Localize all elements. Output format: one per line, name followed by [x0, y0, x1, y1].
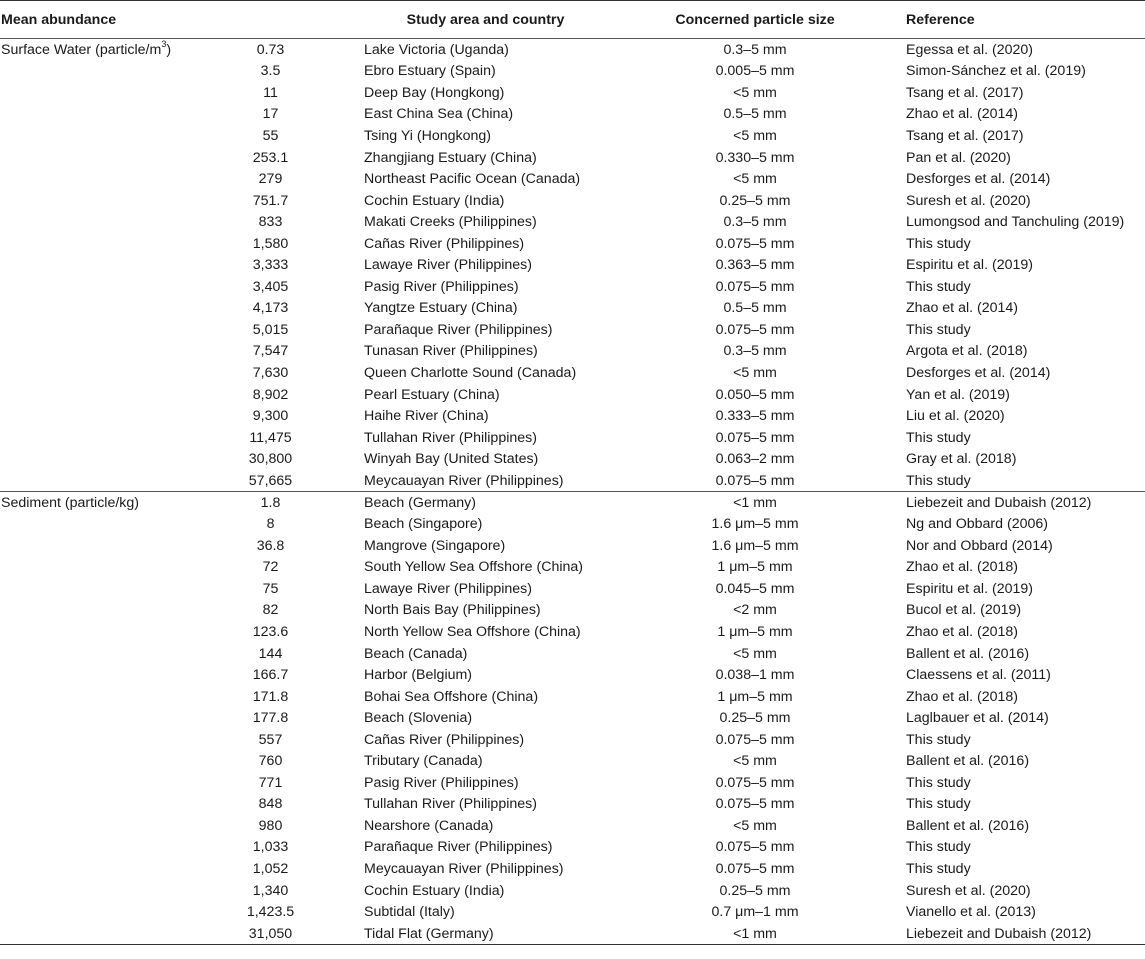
group-label-cell	[0, 535, 183, 557]
study-area-cell: Haihe River (China)	[364, 408, 489, 425]
group-label-cell	[0, 772, 183, 794]
study-area-cell: Tsing Yi (Hongkong)	[364, 127, 491, 144]
reference-cell: Espiritu et al. (2019)	[906, 580, 1033, 597]
group-label-cell	[0, 384, 183, 406]
abundance-cell: 253.1	[252, 149, 289, 166]
table-row	[0, 276, 1145, 298]
reference-cell: Zhao et al. (2018)	[906, 559, 1019, 576]
study-area-cell: Makati Creeks (Philippines)	[364, 214, 537, 231]
table-row	[0, 837, 1145, 859]
group-label-cell	[0, 233, 183, 255]
study-area-cell: North Yellow Sea Offshore (China)	[364, 623, 581, 640]
particle-size-cell: <5 mm	[733, 645, 777, 662]
group-label-cell	[0, 427, 183, 449]
table-row	[0, 104, 1145, 126]
abundance-cell: 3,333	[252, 257, 289, 274]
abundance-cell: 771	[258, 774, 283, 791]
abundance-cell: 980	[258, 817, 283, 834]
abundance-cell: 5,015	[252, 321, 289, 338]
particle-size-cell: 0.330–5 mm	[715, 149, 795, 166]
group-label-cell	[0, 362, 183, 384]
table-row	[0, 923, 1145, 945]
group-label-cell	[0, 298, 183, 320]
reference-cell: Bucol et al. (2019)	[906, 602, 1022, 619]
reference-cell: This study	[906, 861, 971, 877]
abundance-cell: 7,547	[252, 343, 289, 360]
abundance-cell: 123.6	[252, 623, 289, 640]
abundance-cell: 1,580	[252, 235, 289, 252]
table-row	[0, 492, 1145, 514]
particle-size-cell: 0.005–5 mm	[715, 63, 795, 80]
particle-size-cell: 0.25–5 mm	[719, 882, 791, 899]
abundance-cell: 57,665	[248, 472, 293, 489]
particle-size-cell: 0.045–5 mm	[715, 580, 795, 597]
group-label-cell	[0, 405, 183, 427]
study-area-cell: Harbor (Belgium)	[364, 667, 473, 684]
reference-cell: Suresh et al. (2020)	[906, 192, 1031, 209]
reference-cell: This study	[906, 235, 971, 252]
table-row	[0, 82, 1145, 104]
abundance-cell: 9,300	[252, 408, 289, 425]
abundance-cell: 557	[258, 731, 283, 748]
table-row	[0, 470, 1145, 492]
reference-cell: Pan et al. (2020)	[906, 149, 1011, 166]
reference-cell: This study	[906, 774, 971, 791]
reference-cell: This study	[906, 839, 971, 856]
study-area-cell: Tullahan River (Philippines)	[364, 796, 537, 813]
study-area-cell: Bohai Sea Offshore (China)	[364, 688, 539, 705]
table-row	[0, 557, 1145, 579]
group-label-cell	[0, 729, 183, 751]
study-area-cell: Cochin Estuary (India)	[364, 192, 505, 209]
reference-cell: This study	[906, 796, 971, 813]
reference-cell: This study	[906, 472, 971, 489]
group-label-cell	[0, 880, 183, 902]
abundance-cell: 82	[262, 602, 279, 619]
group-label-cell	[0, 168, 183, 190]
reference-cell: This study	[906, 731, 971, 748]
reference-cell: Tsang et al. (2017)	[906, 127, 1024, 144]
abundance-cell: 1,052	[252, 861, 289, 877]
header-reference: Reference	[899, 1, 1145, 39]
particle-size-cell: 0.075–5 mm	[715, 774, 795, 791]
group-label-cell	[0, 837, 183, 859]
study-area-cell: Tidal Flat (Germany)	[360, 923, 611, 945]
group-label-close: )	[166, 41, 172, 58]
abundance-cell: 751.7	[252, 192, 289, 209]
table-row	[0, 427, 1145, 449]
study-area-cell: Tullahan River (Philippines)	[364, 429, 537, 446]
reference-cell: Zhao et al. (2014)	[906, 300, 1019, 317]
reference-cell: Ballent et al. (2016)	[906, 753, 1030, 770]
particle-size-cell: 0.075–5 mm	[715, 839, 795, 856]
particle-size-cell: <5 mm	[733, 171, 777, 188]
particle-size-cell: 0.3–5 mm	[723, 343, 787, 360]
abundance-cell: 17	[262, 106, 279, 123]
reference-cell: Lumongsod and Tanchuling (2019)	[906, 214, 1125, 231]
group-label-cell	[0, 448, 183, 470]
particle-size-cell: 0.075–5 mm	[715, 429, 795, 446]
study-area-cell: Northeast Pacific Ocean (Canada)	[364, 171, 581, 188]
particle-size-cell: <5 mm	[733, 84, 777, 101]
study-area-cell: East China Sea (China)	[364, 106, 514, 123]
table-row	[0, 664, 1145, 686]
abundance-cell: 171.8	[252, 688, 289, 705]
group-label-cell	[0, 600, 183, 622]
reference-cell: Liebezeit and Dubaish (2012)	[899, 492, 1145, 514]
reference-cell: Zhao et al. (2018)	[906, 688, 1019, 705]
group-label-cell	[0, 254, 183, 276]
group-label-cell	[0, 319, 183, 341]
particle-size-cell: 1 μm–5 mm	[717, 623, 793, 640]
table-row	[0, 341, 1145, 363]
group-label-superscript: 3	[161, 38, 167, 49]
study-area-cell: Ebro Estuary (Spain)	[364, 63, 496, 80]
study-area-cell: Tunasan River (Philippines)	[364, 343, 538, 360]
group-label-cell	[0, 147, 183, 169]
study-area-cell: Zhangjiang Estuary (China)	[364, 149, 537, 166]
reference-cell: Zhao et al. (2014)	[906, 106, 1019, 123]
particle-size-cell: <5 mm	[733, 753, 777, 770]
abundance-cell: 760	[258, 753, 283, 770]
table-row	[0, 643, 1145, 665]
study-area-cell: Yangtze Estuary (China)	[364, 300, 518, 317]
reference-cell: Zhao et al. (2018)	[906, 623, 1019, 640]
particle-size-cell: 0.363–5 mm	[715, 257, 795, 274]
abundance-cell: 30,800	[248, 451, 293, 468]
group-label-cell	[0, 61, 183, 83]
group-label-cell	[0, 643, 183, 665]
study-area-cell: South Yellow Sea Offshore (China)	[364, 559, 584, 576]
group-label-cell	[0, 341, 183, 363]
particle-size-cell: 0.3–5 mm	[723, 214, 787, 231]
abundance-cell: 166.7	[252, 667, 289, 684]
particle-size-cell: <1 mm	[611, 923, 899, 945]
study-area-cell: Winyah Bay (United States)	[364, 451, 539, 468]
abundance-cell: 3.5	[260, 63, 281, 80]
group-label-cell	[0, 707, 183, 729]
reference-cell: Ng and Obbard (2006)	[906, 516, 1048, 533]
table-row	[0, 707, 1145, 729]
particle-size-cell: 0.075–5 mm	[715, 235, 795, 252]
reference-cell: Espiritu et al. (2019)	[906, 257, 1033, 274]
table-row	[0, 147, 1145, 169]
group-label-cell	[0, 82, 183, 104]
group-label-sediment: Sediment (particle/kg)	[0, 492, 183, 514]
particle-size-cell: <5 mm	[733, 364, 777, 381]
study-area-cell: Queen Charlotte Sound (Canada)	[364, 364, 577, 381]
group-label-cell	[0, 858, 183, 880]
abundance-cell: 4,173	[252, 300, 289, 317]
reference-cell: This study	[906, 429, 971, 446]
study-area-cell: Parañaque River (Philippines)	[364, 321, 553, 338]
group-label-cell	[0, 190, 183, 212]
particle-size-cell: <5 mm	[733, 127, 777, 144]
group-label-cell	[0, 513, 183, 535]
table-row	[0, 729, 1145, 751]
table-row	[0, 298, 1145, 320]
abundance-cell: 1,033	[252, 839, 289, 856]
reference-cell: Ballent et al. (2016)	[906, 645, 1030, 662]
group-label-cell	[0, 751, 183, 773]
study-area-cell: Pasig River (Philippines)	[364, 774, 519, 791]
group-label-cell	[0, 901, 183, 923]
group-label-cell	[0, 276, 183, 298]
study-area-cell: Tributary (Canada)	[364, 753, 483, 770]
study-area-cell: Nearshore (Canada)	[364, 817, 494, 834]
study-area-cell: Meycauayan River (Philippines)	[364, 861, 564, 877]
table-body	[0, 39, 1145, 945]
table-row	[0, 880, 1145, 902]
group-label-surface-water	[0, 39, 183, 61]
reference-cell: Claessens et al. (2011)	[906, 667, 1051, 684]
table-row	[0, 405, 1145, 427]
group-label-cell	[0, 557, 183, 579]
group-label-cell	[0, 923, 183, 945]
reference-cell: This study	[906, 278, 971, 295]
reference-cell: Yan et al. (2019)	[906, 386, 1010, 403]
table-row	[0, 513, 1145, 535]
table-row	[0, 815, 1145, 837]
abundance-cell: 7,630	[252, 364, 289, 381]
particle-size-cell: <1 mm	[611, 492, 899, 514]
study-area-cell: Cañas River (Philippines)	[364, 235, 525, 252]
reference-cell: Nor and Obbard (2014)	[906, 537, 1053, 554]
abundance-cell: 8,902	[252, 386, 289, 403]
table-row	[0, 190, 1145, 212]
table-row	[0, 384, 1145, 406]
particle-size-cell: 1 μm–5 mm	[717, 559, 793, 576]
table-row	[0, 448, 1145, 470]
abundance-cell: 3,405	[252, 278, 289, 295]
table-row	[0, 168, 1145, 190]
table-row	[0, 901, 1145, 923]
particle-size-cell: 0.075–5 mm	[715, 796, 795, 813]
study-area-cell: Lake Victoria (Uganda)	[364, 41, 509, 58]
particle-size-cell: 0.5–5 mm	[723, 300, 787, 317]
study-area-cell: Pasig River (Philippines)	[364, 278, 519, 295]
particle-size-cell: 0.075–5 mm	[715, 321, 795, 338]
abundance-cell: 36.8	[256, 537, 285, 554]
particle-size-cell: 0.7 μm–1 mm	[711, 904, 799, 921]
group-label-cell	[0, 815, 183, 837]
reference-cell: Ballent et al. (2016)	[906, 817, 1030, 834]
particle-size-cell: 1 μm–5 mm	[717, 688, 793, 705]
group-label-cell	[0, 104, 183, 126]
table-row	[0, 751, 1145, 773]
abundance-cell: 11	[263, 84, 278, 101]
abundance-cell: 1,340	[252, 882, 289, 899]
study-area-cell: Beach (Germany)	[360, 492, 611, 514]
particle-size-cell: 0.5–5 mm	[723, 106, 787, 123]
reference-cell: This study	[906, 321, 971, 338]
particle-size-cell: 0.3–5 mm	[723, 41, 787, 58]
abundance-cell: 279	[258, 171, 283, 188]
study-area-cell: Beach (Singapore)	[364, 516, 483, 533]
study-area-cell: Parañaque River (Philippines)	[364, 839, 553, 856]
particle-size-cell: 1.6 μm–5 mm	[711, 516, 799, 533]
reference-cell: Desforges et al. (2014)	[906, 171, 1051, 188]
abundance-cell: 1,423.5	[246, 904, 295, 921]
group-label-cell	[0, 794, 183, 816]
table-row	[0, 211, 1145, 233]
particle-size-cell: 0.075–5 mm	[715, 861, 795, 877]
table-row	[0, 772, 1145, 794]
abundance-cell: 848	[258, 796, 283, 813]
reference-cell: Egessa et al. (2020)	[906, 41, 1033, 58]
study-area-cell: Meycauayan River (Philippines)	[364, 472, 564, 489]
group-label-cell	[0, 125, 183, 147]
table-row	[0, 39, 1145, 61]
particle-size-cell: 0.075–5 mm	[715, 472, 795, 489]
abundance-cell: 144	[258, 645, 283, 662]
abundance-cell: 833	[258, 214, 283, 231]
study-area-cell: Lawaye River (Philippines)	[364, 580, 532, 597]
reference-cell: Liu et al. (2020)	[906, 408, 1005, 425]
abundance-cell: 72	[262, 559, 279, 576]
study-area-cell: Mangrove (Singapore)	[364, 537, 506, 554]
table-row	[0, 794, 1145, 816]
group-label-cell	[0, 621, 183, 643]
particle-size-cell: 0.063–2 mm	[715, 451, 795, 468]
particle-size-cell: 0.25–5 mm	[719, 192, 791, 209]
particle-size-cell: 0.050–5 mm	[715, 386, 795, 403]
study-area-cell: Cañas River (Philippines)	[364, 731, 525, 748]
table-row	[0, 858, 1145, 880]
study-area-cell: Deep Bay (Hongkong)	[364, 84, 505, 101]
reference-cell: Liebezeit and Dubaish (2012)	[899, 923, 1145, 945]
group-label-cell	[0, 686, 183, 708]
particle-size-cell: 0.038–1 mm	[715, 667, 795, 684]
particle-size-cell: 0.075–5 mm	[715, 731, 795, 748]
group-label-cell	[0, 578, 183, 600]
abundance-cell: 31,050	[183, 923, 360, 945]
reference-cell: Desforges et al. (2014)	[906, 364, 1051, 381]
particle-size-cell: <5 mm	[733, 817, 777, 834]
table-header-row	[0, 1, 1145, 39]
study-area-cell: North Bais Bay (Philippines)	[364, 602, 541, 619]
study-area-cell: Beach (Slovenia)	[364, 710, 473, 727]
table-row	[0, 362, 1145, 384]
particle-size-cell: 0.075–5 mm	[715, 278, 795, 295]
particle-size-cell: <2 mm	[733, 602, 777, 619]
table-row	[0, 686, 1145, 708]
group-label-cell	[0, 470, 183, 492]
abundance-cell: 11,475	[249, 429, 292, 446]
table-row	[0, 254, 1145, 276]
reference-cell: Vianello et al. (2013)	[906, 904, 1036, 921]
table-row	[0, 233, 1145, 255]
particle-size-cell: 0.25–5 mm	[719, 710, 791, 727]
table-row	[0, 319, 1145, 341]
table-row	[0, 125, 1145, 147]
study-area-cell: Pearl Estuary (China)	[364, 386, 500, 403]
study-area-cell: Beach (Canada)	[364, 645, 468, 662]
study-area-cell: Cochin Estuary (India)	[364, 882, 505, 899]
study-area-cell: Lawaye River (Philippines)	[364, 257, 532, 274]
group-label-cell	[0, 211, 183, 233]
group-label-cell	[0, 664, 183, 686]
group-label-text: Surface Water (particle/m	[1, 41, 162, 58]
header-study-area: Study area and country	[360, 1, 611, 39]
reference-cell: Suresh et al. (2020)	[906, 882, 1031, 899]
abundance-cell: 55	[262, 127, 279, 144]
header-mean-abundance: Mean abundance	[0, 1, 360, 39]
abundance-cell: 177.8	[252, 710, 289, 727]
study-area-cell: Subtidal (Italy)	[364, 904, 455, 921]
table-row	[0, 535, 1145, 557]
header-particle-size: Concerned particle size	[611, 1, 899, 39]
reference-cell: Tsang et al. (2017)	[906, 84, 1024, 101]
table-row	[0, 61, 1145, 83]
abundance-cell: 8	[266, 516, 275, 533]
table-row	[0, 621, 1145, 643]
reference-cell: Gray et al. (2018)	[906, 451, 1017, 468]
reference-cell: Laglbauer et al. (2014)	[906, 710, 1049, 727]
table-row	[0, 600, 1145, 622]
abundance-cell: 1.8	[183, 492, 360, 514]
particle-size-cell: 0.333–5 mm	[715, 408, 795, 425]
reference-cell: Argota et al. (2018)	[906, 343, 1028, 360]
abundance-cell: 0.73	[256, 41, 285, 58]
reference-cell: Simon-Sánchez et al. (2019)	[906, 63, 1086, 80]
abundance-cell: 75	[262, 580, 279, 597]
table-row	[0, 578, 1145, 600]
particle-size-cell: 1.6 μm–5 mm	[711, 537, 799, 554]
